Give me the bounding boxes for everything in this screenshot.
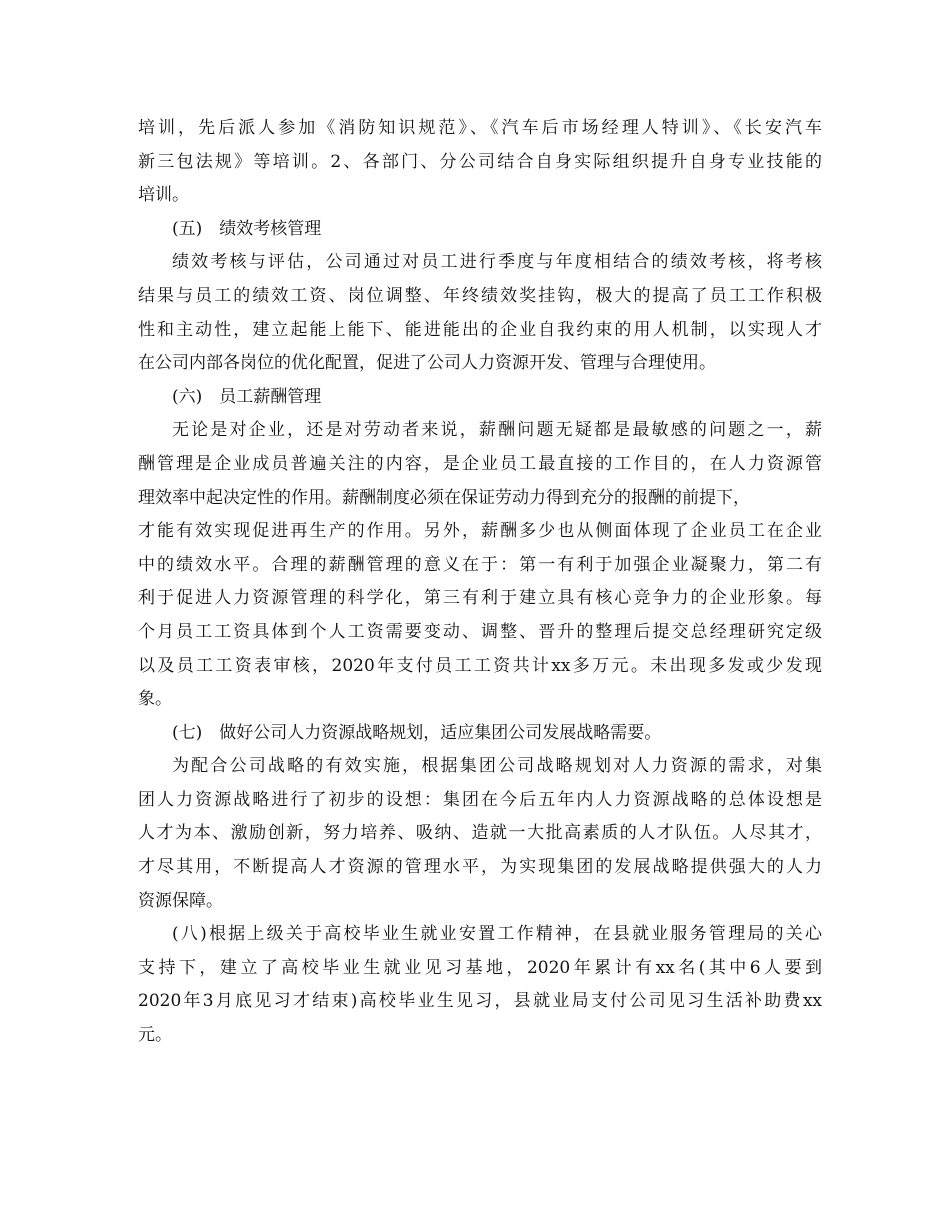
- section-heading-8: (八)根据上级关于高校毕业生就业安置工作精神，在县就业服务管理局的关心: [172, 924, 822, 945]
- text-line: 元。: [138, 1025, 172, 1046]
- text-line: 利于促进人力资源管理的科学化，第三有利于建立具有核心竞争力的企业形象。每: [138, 588, 822, 609]
- section-heading-7: (七) 做好公司人力资源战略规划，适应集团公司发展战略需要。: [172, 722, 662, 743]
- text-line: 培训，先后派人参加《消防知识规范》、《汽车后市场经理人特训》、《长安汽车: [138, 118, 822, 138]
- text-line: 人才为本、激励创新，努力培养、吸纳、造就一大批高素质的人才队伍。人尽其才，: [138, 823, 822, 844]
- text-line: 才能有效实现促进再生产的作用。另外，薪酬多少也从侧面体现了企业员工在企业: [138, 521, 822, 542]
- text-line: 培训。: [138, 185, 189, 206]
- text-line: 性和主动性，建立起能上能下、能进能出的企业自我约束的用人机制，以实现人才: [138, 319, 822, 340]
- text-line: 才尽其用，不断提高人才资源的管理水平，为实现集团的发展战略提供强大的人力: [138, 857, 822, 878]
- section-heading-5: (五) 绩效考核管理: [172, 218, 322, 239]
- text-line: 个月员工工资具体到个人工资需要变动、调整、晋升的整理后提交总经理研究定级: [138, 621, 822, 642]
- document-body: [138, 112, 822, 1053]
- text-line: 无论是对企业，还是对劳动者来说，薪酬问题无疑都是最敏感的问题之一，薪: [172, 420, 822, 441]
- text-line: 绩效考核与评估，公司通过对员工进行季度与年度相结合的绩效考核，将考核: [172, 252, 822, 273]
- text-line: 象。: [138, 689, 172, 710]
- text-line: 结果与员工的绩效工资、岗位调整、年终绩效奖挂钩，极大的提高了员工工作积极: [138, 285, 822, 306]
- text-line: 理效率中起决定性的作用。薪酬制度必须在保证劳动力得到充分的报酬的前提下，: [138, 487, 750, 508]
- text-line: 为配合公司战略的有效实施，根据集团公司战略规划对人力资源的需求，对集: [172, 756, 822, 777]
- text-line: 以及员工工资表审核，2020年支付员工工资共计xx多万元。未出现多发或少发现: [138, 655, 822, 676]
- text-line: 团人力资源战略进行了初步的设想：集团在今后五年内人力资源战略的总体设想是: [138, 789, 822, 810]
- text-line: 支持下，建立了高校毕业生就业见习基地，2020年累计有xx名(其中6人要到: [138, 957, 822, 978]
- text-line: 酬管理是企业成员普遍关注的内容，是企业员工最直接的工作目的，在人力资源管: [138, 453, 822, 474]
- text-line: 中的绩效水平。合理的薪酬管理的意义在于：第一有利于加强企业凝聚力，第二有: [138, 554, 822, 575]
- text-line: 新三包法规》等培训。2、各部门、分公司结合自身实际组织提升自身专业技能的: [138, 151, 822, 172]
- text-line: 在公司内部各岗位的优化配置，促进了公司人力资源开发、管理与合理使用。: [138, 353, 716, 374]
- section-heading-6: (六) 员工薪酬管理: [172, 386, 322, 407]
- text-line: 资源保障。: [138, 890, 223, 911]
- text-line: 2020年3月底见习才结束)高校毕业生见习，县就业局支付公司见习生活补助费xx: [138, 991, 822, 1012]
